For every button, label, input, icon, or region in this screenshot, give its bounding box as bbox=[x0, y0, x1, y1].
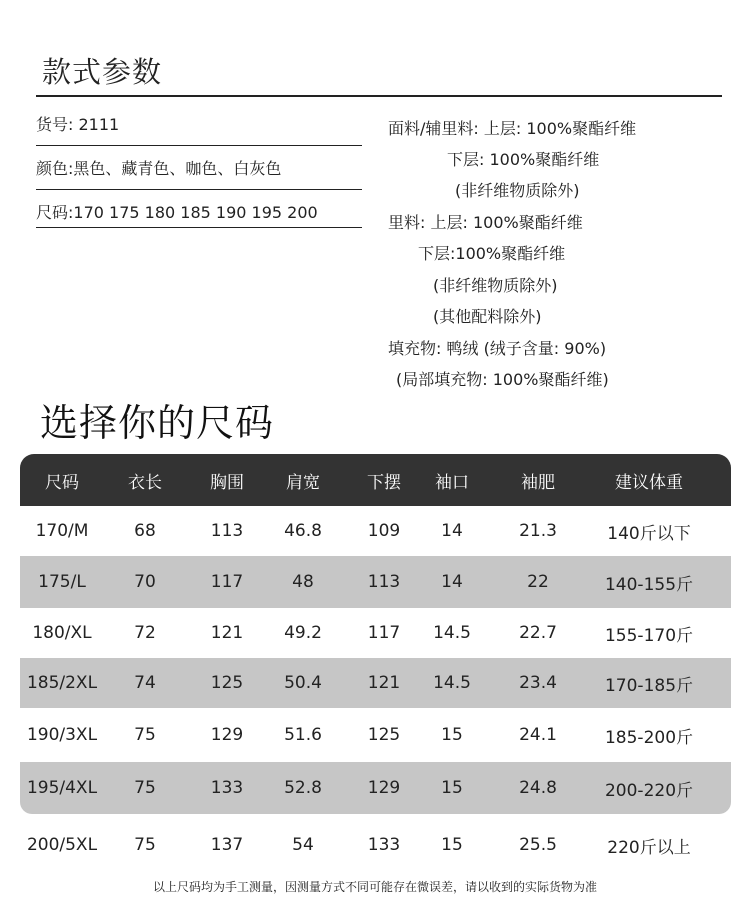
sleeve-width-cell: 23.4 bbox=[519, 673, 557, 693]
material-line: 下层: 100%聚酯纤维 bbox=[447, 150, 600, 169]
hem-cell: 109 bbox=[367, 521, 401, 541]
hem-cell: 125 bbox=[367, 725, 401, 745]
length-cell: 75 bbox=[134, 778, 156, 798]
spec-divider-2 bbox=[36, 189, 362, 190]
hem-cell: 113 bbox=[367, 572, 401, 592]
weight-cell: 200-220斤 bbox=[604, 780, 694, 801]
cuff-cell: 15 bbox=[441, 725, 463, 745]
table-row bbox=[20, 556, 731, 608]
cuff-cell: 14.5 bbox=[433, 623, 471, 643]
size-table bbox=[20, 454, 731, 876]
material-line: 下层:100%聚酯纤维 bbox=[418, 244, 566, 263]
shoulder-cell: 54 bbox=[292, 835, 314, 855]
shoulder-cell: 50.4 bbox=[284, 673, 322, 693]
header-cell: 袖口 bbox=[435, 472, 469, 493]
length-cell: 75 bbox=[134, 725, 156, 745]
size-cell: 190/3XL bbox=[26, 725, 98, 745]
header-cell: 下摆 bbox=[367, 472, 401, 493]
size-cell: 200/5XL bbox=[26, 835, 98, 855]
header-cell: 袖肥 bbox=[521, 472, 555, 493]
weight-cell: 170-185斤 bbox=[604, 675, 694, 696]
hem-cell: 133 bbox=[367, 835, 401, 855]
material-line: (非纤维物质除外) bbox=[433, 276, 558, 295]
sleeve-width-cell: 21.3 bbox=[519, 521, 557, 541]
material-line: (局部填充物: 100%聚酯纤维) bbox=[396, 370, 609, 389]
size-cell: 175/L bbox=[38, 572, 86, 592]
shoulder-cell: 49.2 bbox=[284, 623, 322, 643]
cuff-cell: 15 bbox=[441, 778, 463, 798]
weight-cell: 185-200斤 bbox=[604, 727, 694, 748]
size-cell: 180/XL bbox=[32, 623, 92, 643]
table-row bbox=[20, 708, 731, 762]
length-cell: 74 bbox=[134, 673, 156, 693]
size-cell: 170/M bbox=[35, 521, 89, 541]
shoulder-cell: 48 bbox=[292, 572, 314, 592]
header-cell: 建议体重 bbox=[615, 472, 683, 493]
table-row bbox=[20, 608, 731, 658]
table-row bbox=[20, 506, 731, 556]
chest-cell: 113 bbox=[210, 521, 244, 541]
spec-divider-3 bbox=[36, 227, 362, 228]
sleeve-width-cell: 24.8 bbox=[519, 778, 557, 798]
chest-cell: 137 bbox=[210, 835, 244, 855]
length-cell: 70 bbox=[134, 572, 156, 592]
hem-cell: 121 bbox=[367, 673, 401, 693]
size-options: 尺码:170 175 180 185 190 195 200 bbox=[36, 203, 318, 222]
material-line: (非纤维物质除外) bbox=[455, 181, 580, 200]
chest-cell: 121 bbox=[210, 623, 244, 643]
length-cell: 75 bbox=[134, 835, 156, 855]
size-cell: 195/4XL bbox=[26, 778, 98, 798]
item-number: 货号: 2111 bbox=[36, 115, 120, 134]
size-cell: 185/2XL bbox=[26, 673, 98, 693]
weight-cell: 155-170斤 bbox=[604, 625, 694, 646]
weight-cell: 140-155斤 bbox=[604, 574, 694, 595]
length-cell: 68 bbox=[134, 521, 156, 541]
table-row bbox=[20, 814, 731, 876]
table-row bbox=[20, 762, 731, 814]
shoulder-cell: 51.6 bbox=[284, 725, 322, 745]
header-cell: 胸围 bbox=[210, 472, 244, 493]
chest-cell: 125 bbox=[210, 673, 244, 693]
chest-cell: 129 bbox=[210, 725, 244, 745]
title-divider bbox=[36, 95, 722, 97]
cuff-cell: 14 bbox=[441, 572, 463, 592]
chest-cell: 117 bbox=[210, 572, 244, 592]
weight-cell: 220斤以上 bbox=[607, 837, 691, 858]
chest-cell: 133 bbox=[210, 778, 244, 798]
table-row bbox=[20, 658, 731, 708]
material-line: 里料: 上层: 100%聚酯纤维 bbox=[388, 213, 583, 232]
cuff-cell: 14 bbox=[441, 521, 463, 541]
header-cell: 衣长 bbox=[128, 472, 162, 493]
sleeve-width-cell: 22 bbox=[527, 572, 549, 592]
sleeve-width-cell: 24.1 bbox=[519, 725, 557, 745]
hem-cell: 129 bbox=[367, 778, 401, 798]
section-title-choose-size: 选择你的尺码 bbox=[40, 401, 275, 445]
material-line: 面料/辅里料: 上层: 100%聚酯纤维 bbox=[388, 119, 637, 138]
weight-cell: 140斤以下 bbox=[607, 523, 691, 544]
material-line: 填充物: 鸭绒 (绒子含量: 90%) bbox=[388, 339, 607, 358]
header-cell: 肩宽 bbox=[286, 472, 320, 493]
shoulder-cell: 52.8 bbox=[284, 778, 322, 798]
sleeve-width-cell: 22.7 bbox=[519, 623, 557, 643]
sleeve-width-cell: 25.5 bbox=[519, 835, 557, 855]
cuff-cell: 15 bbox=[441, 835, 463, 855]
measurement-footnote: 以上尺码均为手工测量，因测量方式不同可能存在微误差，请以收到的实际货物为准 bbox=[152, 880, 597, 894]
header-cell: 尺码 bbox=[45, 472, 79, 493]
length-cell: 72 bbox=[134, 623, 156, 643]
size-table-header bbox=[20, 454, 731, 506]
section-title-style-params: 款式参数 bbox=[42, 55, 163, 89]
shoulder-cell: 46.8 bbox=[284, 521, 322, 541]
hem-cell: 117 bbox=[367, 623, 401, 643]
spec-divider-1 bbox=[36, 145, 362, 146]
material-line: (其他配料除外) bbox=[433, 307, 542, 326]
cuff-cell: 14.5 bbox=[433, 673, 471, 693]
color-options: 颜色:黑色、藏青色、咖色、白灰色 bbox=[36, 159, 282, 178]
